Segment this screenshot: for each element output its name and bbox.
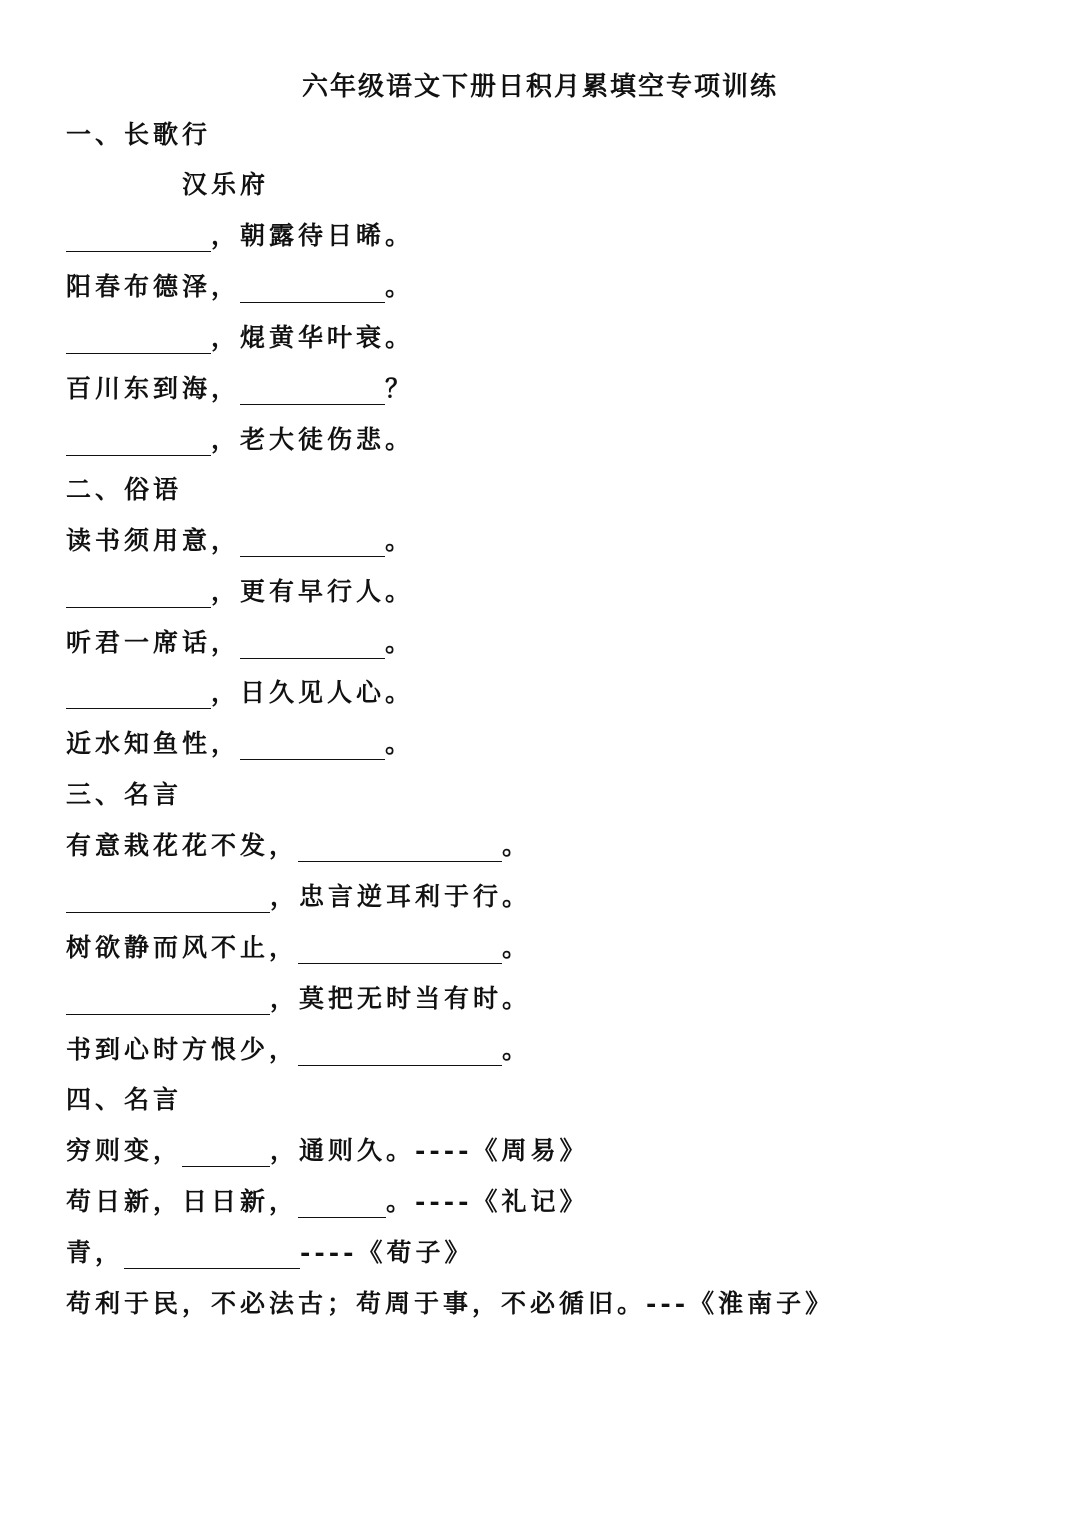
fill-line: ，朝露待日晞。: [66, 211, 414, 261]
answer-blank[interactable]: [66, 668, 211, 709]
answer-blank[interactable]: [240, 364, 385, 405]
section-heading: 一、长歌行: [66, 120, 212, 149]
answer-blank[interactable]: [182, 1126, 270, 1167]
fill-line: ，焜黄华叶衰。: [66, 313, 414, 363]
fill-line: 读书须用意， 。: [66, 516, 414, 566]
poem-author: 汉乐府: [182, 170, 270, 199]
fill-line: 树欲静而风不止， 。: [66, 923, 531, 973]
page-title: 六年级语文下册日积月累填空专项训练: [301, 72, 778, 102]
answer-blank[interactable]: [298, 1177, 386, 1218]
answer-blank[interactable]: [240, 516, 385, 557]
answer-blank[interactable]: [298, 923, 502, 964]
fill-line: ，更有早行人。: [66, 567, 414, 617]
answer-blank[interactable]: [298, 1025, 502, 1066]
fill-line: ，日久见人心。: [66, 668, 414, 718]
fill-line: 百川东到海， ？: [66, 364, 414, 414]
fill-line: 近水知鱼性， 。: [66, 719, 414, 769]
answer-blank[interactable]: [240, 618, 385, 659]
answer-blank[interactable]: [66, 415, 211, 456]
fill-line: 听君一席话， 。: [66, 618, 414, 668]
answer-blank[interactable]: [66, 313, 211, 354]
answer-blank[interactable]: [124, 1228, 300, 1269]
fill-line: 有意栽花花不发， 。: [66, 821, 531, 871]
section-heading: 三、名言: [66, 780, 183, 809]
fill-line: 穷则变， ，通则久。----《周易》: [66, 1126, 589, 1176]
fill-line: ，忠言逆耳利于行。: [66, 872, 531, 922]
fill-line: 苟日新，日日新， 。----《礼记》: [66, 1177, 589, 1227]
fill-line: 书到心时方恨少， 。: [66, 1025, 531, 1075]
fill-line: ，老大徒伤悲。: [66, 415, 414, 465]
section-heading: 二、俗语: [66, 475, 183, 504]
answer-blank[interactable]: [240, 719, 385, 760]
answer-blank[interactable]: [240, 262, 385, 303]
fill-line: ，莫把无时当有时。: [66, 974, 531, 1024]
answer-blank[interactable]: [298, 821, 502, 862]
answer-blank[interactable]: [66, 872, 270, 913]
answer-blank[interactable]: [66, 211, 211, 252]
answer-blank[interactable]: [66, 567, 211, 608]
quote-line: 苟利于民，不必法古；苟周于事，不必循旧。---《淮南子》: [66, 1289, 835, 1318]
section-heading: 四、名言: [66, 1085, 183, 1114]
fill-line: 阳春布德泽， 。: [66, 262, 414, 312]
answer-blank[interactable]: [66, 974, 270, 1015]
fill-line: 青， ----《荀子》: [66, 1228, 474, 1278]
